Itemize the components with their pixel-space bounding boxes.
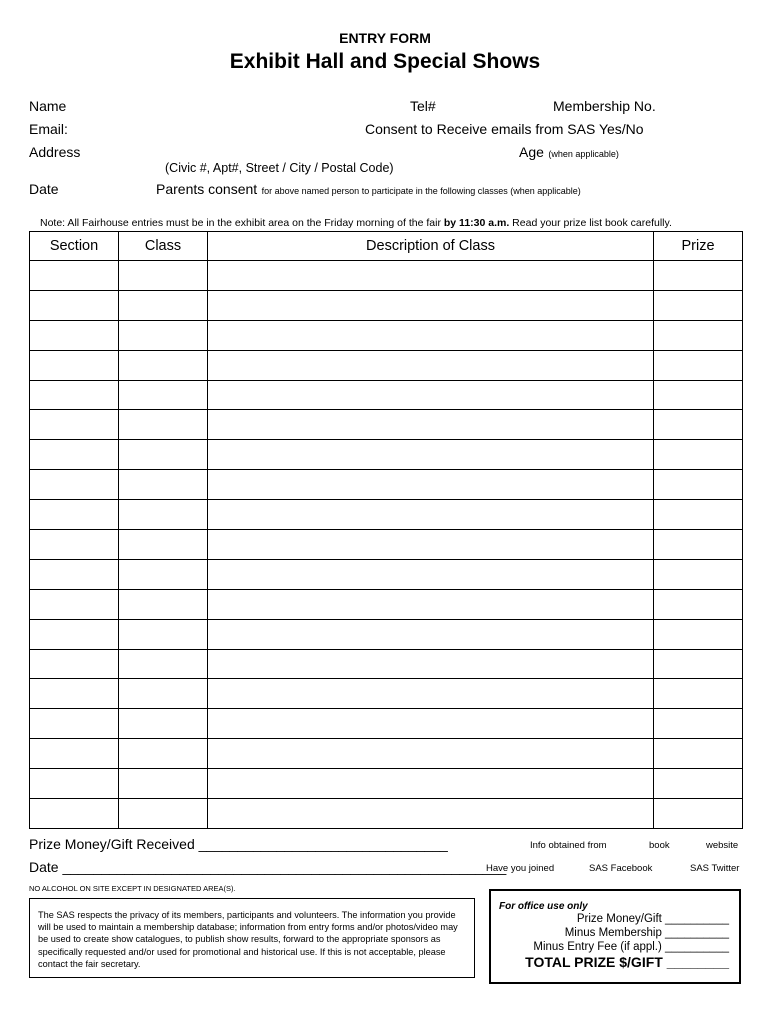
section-cell[interactable] [30,799,119,829]
section-cell[interactable] [30,649,119,679]
class-cell[interactable] [119,350,208,380]
description-cell[interactable] [208,589,654,619]
description-cell[interactable] [208,410,654,440]
prize-cell[interactable] [654,799,743,829]
section-cell[interactable] [30,470,119,500]
section-cell[interactable] [30,320,119,350]
class-cell[interactable] [119,739,208,769]
table-row [30,709,743,739]
office-prize-money: Prize Money/Gift __________ [576,913,729,925]
membership-label: Membership No. [553,98,656,114]
section-cell[interactable] [30,589,119,619]
class-cell[interactable] [119,261,208,291]
email-label: Email: [29,121,68,137]
prize-header: Prize [654,232,743,261]
description-cell[interactable] [208,799,654,829]
prize-cell[interactable] [654,261,743,291]
age-field [519,144,619,162]
class-cell[interactable] [119,799,208,829]
alcohol-notice: NO ALCOHOL ON SITE EXCEPT IN DESIGNATED AREA(S). [29,884,236,893]
address-label: Address [29,144,81,160]
prize-cell[interactable] [654,320,743,350]
prize-cell[interactable] [654,619,743,649]
class-cell[interactable] [119,530,208,560]
prize-cell[interactable] [654,530,743,560]
table-row [30,589,743,619]
office-total-prize: TOTAL PRIZE $/GIFT ________ [525,954,729,970]
description-cell[interactable] [208,619,654,649]
prize-cell[interactable] [654,350,743,380]
description-cell[interactable] [208,709,654,739]
class-cell[interactable] [119,679,208,709]
table-row [30,261,743,291]
date-line[interactable]: Date _________________________________________________________ [29,859,507,875]
prize-cell[interactable] [654,709,743,739]
page-title: Exhibit Hall and Special Shows [229,50,541,73]
privacy-notice: The SAS respects the privacy of its members, participants and volunteers. The information you provide will be used to maintain a membership database; information from entry forms and/or photos/video may be used to create show catalogues, to publish show results, forward to the appropriate sponsors as specifically requested and/or used for promotional and historical use. If this is not acceptable, please contact the fair secretary. [29,898,475,978]
consent-emails-label: Consent to Receive emails from SAS Yes/No [365,121,644,137]
prize-cell[interactable] [654,290,743,320]
table-row [30,530,743,560]
age-label: Age [519,144,544,160]
tel-label: Tel# [410,98,436,114]
section-cell[interactable] [30,380,119,410]
section-cell[interactable] [30,530,119,560]
prize-cell[interactable] [654,769,743,799]
prize-cell[interactable] [654,559,743,589]
class-cell[interactable] [119,500,208,530]
address-hint: (Civic #, Apt#, Street / City / Postal Code) [165,161,394,175]
section-cell[interactable] [30,619,119,649]
sas-facebook-option[interactable]: SAS Facebook [589,863,653,874]
table-row [30,440,743,470]
parents-consent-label: Parents consent [156,181,258,197]
section-cell[interactable] [30,410,119,440]
description-cell[interactable] [208,440,654,470]
section-cell[interactable] [30,500,119,530]
office-use-box [489,889,741,984]
class-header: Class [119,232,208,261]
section-cell[interactable] [30,769,119,799]
description-cell[interactable] [208,559,654,589]
section-header: Section [30,232,119,261]
table-row [30,500,743,530]
book-option[interactable]: book [649,840,670,851]
info-obtained-label: Info obtained from [530,840,607,851]
table-row [30,380,743,410]
age-note: (when applicable) [548,149,619,159]
description-cell[interactable] [208,649,654,679]
prize-cell[interactable] [654,500,743,530]
entries-table [29,231,743,829]
entry-rows [30,261,743,829]
class-cell[interactable] [119,470,208,500]
have-you-joined-label: Have you joined [486,863,555,874]
prize-cell[interactable] [654,739,743,769]
parents-consent-field [156,181,581,199]
section-cell[interactable] [30,679,119,709]
section-cell[interactable] [30,739,119,769]
class-cell[interactable] [119,769,208,799]
table-row [30,679,743,709]
description-cell[interactable] [208,320,654,350]
description-cell[interactable] [208,530,654,560]
prize-received-line[interactable]: Prize Money/Gift Received ________________________________ [29,836,448,852]
name-label: Name [29,98,67,114]
table-row [30,619,743,649]
website-option[interactable]: website [706,840,739,851]
description-cell[interactable] [208,350,654,380]
table-row [30,350,743,380]
prize-cell[interactable] [654,380,743,410]
table-row [30,559,743,589]
description-cell[interactable] [208,769,654,799]
office-minus-membership: Minus Membership __________ [564,927,729,939]
form-supertitle: ENTRY FORM [339,30,431,46]
office-minus-entry-fee: Minus Entry Fee (if appl.) __________ [533,941,729,953]
date-label: Date [29,181,59,197]
table-row [30,320,743,350]
section-cell[interactable] [30,261,119,291]
description-header: Description of Class [208,232,654,261]
table-row [30,470,743,500]
description-cell[interactable] [208,290,654,320]
class-cell[interactable] [119,440,208,470]
class-cell[interactable] [119,589,208,619]
description-cell[interactable] [208,679,654,709]
class-cell[interactable] [119,649,208,679]
class-cell[interactable] [119,290,208,320]
class-cell[interactable] [119,559,208,589]
prize-cell[interactable] [654,410,743,440]
table-row [30,410,743,440]
class-cell[interactable] [119,709,208,739]
table-row [30,769,743,799]
description-cell[interactable] [208,380,654,410]
prize-cell[interactable] [654,470,743,500]
parents-consent-note: for above named person to participate in the following classes (when applicable) [261,186,581,196]
class-cell[interactable] [119,380,208,410]
table-row [30,739,743,769]
table-row [30,649,743,679]
prize-cell[interactable] [654,440,743,470]
sas-twitter-option[interactable]: SAS Twitter [690,863,740,874]
description-cell[interactable] [208,739,654,769]
description-cell[interactable] [208,470,654,500]
table-row [30,799,743,829]
table-row [30,290,743,320]
section-cell[interactable] [30,290,119,320]
section-cell[interactable] [30,350,119,380]
section-cell[interactable] [30,709,119,739]
section-cell[interactable] [30,440,119,470]
prize-cell[interactable] [654,589,743,619]
prize-cell[interactable] [654,679,743,709]
class-cell[interactable] [119,320,208,350]
class-cell[interactable] [119,410,208,440]
office-use-header: For office use only [499,901,588,912]
class-cell[interactable] [119,619,208,649]
description-cell[interactable] [208,500,654,530]
section-cell[interactable] [30,559,119,589]
prize-cell[interactable] [654,649,743,679]
description-cell[interactable] [208,261,654,291]
deadline-note: Note: All Fairhouse entries must be in the exhibit area on the Friday morning of the fair by 11:30 a.m. Read your prize list book carefully. [40,217,672,229]
table-header-row [30,232,743,261]
